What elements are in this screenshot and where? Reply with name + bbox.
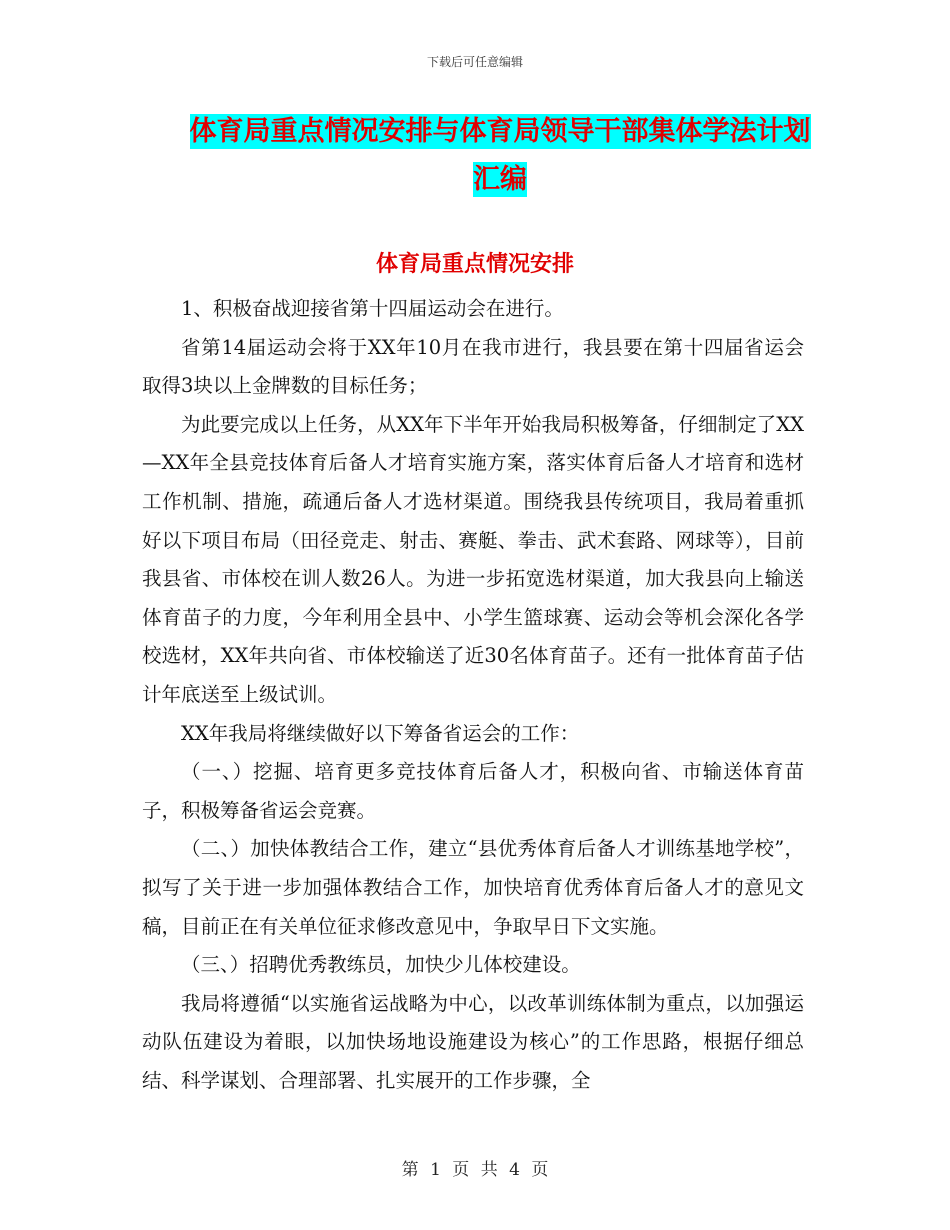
paragraph: 为此要完成以上任务，从XX年下半年开始我局积极筹备，仔细制定了XX—XX年全县竞技体育后备人才培育实施方案，落实体育后备人才培育和选材工作机制、措施，疏通后备人才选材渠道。围绕我县传统项目，我局着重抓好以下项目布局（田径竞走、射击、赛艇、拳击、武术套路、网球等），目前我县省、市体校在训人数26人。为进一步拓宽选材渠道，加大我县向上输送体育苗子的力度，今年利用全县中、小学生篮球赛、运动会等机会深化各学校选材，XX年共向省、市体校输送了近30名体育苗子。还有一批体育苗子估计年底送至上级试训。: [142, 412, 804, 706]
paragraph: 1、积极奋战迎接省第十四届运动会在进行。: [181, 297, 564, 320]
paragraph: （三、）招聘优秀教练员，加快少儿体校建设。: [181, 953, 581, 977]
section-title: 体育局重点情况安排: [375, 252, 574, 277]
document-title-line-2: 汇编: [473, 164, 527, 195]
page-header-note: 下载后可任意编辑: [426, 55, 523, 69]
document-body: [142, 290, 804, 1100]
page-footer-number: 第 1 页 共 4 页: [401, 1160, 549, 1180]
paragraph: 我局将遵循“以实施省运战略为中心，以改革训练体制为重点，以加强运动队伍建设为着眼，以加快场地设施建设为核心”的工作思路，根据仔细总结、科学谋划、合理部署、扎实展开的工作步骤，全: [142, 991, 804, 1092]
paragraph: XX年我局将继续做好以下筹备省运会的工作：: [181, 721, 580, 745]
paragraph: （一、）挖掘、培育更多竞技体育后备人才，积极向省、市输送体育苗子，积极筹备省运会竞赛。: [142, 760, 804, 822]
document-title: [185, 108, 815, 204]
document-title-line-1: 体育局重点情况安排与体育局领导干部集体学法计划: [189, 116, 811, 147]
paragraph: （二、）加快体教结合工作，建立“县优秀体育后备人才训练基地学校”，拟写了关于进一步加强体教结合工作，加快培育优秀体育后备人才的意见文稿，目前正在有关单位征求修改意见中，争取早日下文实施。: [142, 837, 804, 938]
paragraph: 省第14届运动会将于XX年10月在我市进行，我县要在第十四届省运会取得3块以上金牌数的目标任务；: [142, 335, 804, 398]
